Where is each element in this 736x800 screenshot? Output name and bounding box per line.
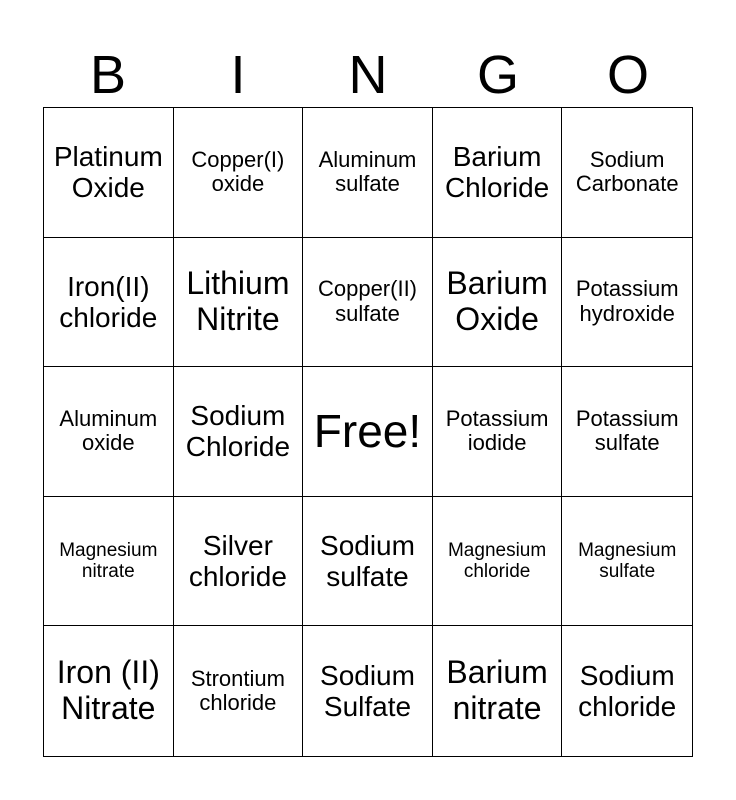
bingo-cell-r2-c4[interactable]: Potassium sulfate [562,367,692,497]
bingo-cell-r4-c1[interactable]: Strontium chloride [174,626,304,756]
bingo-grid [43,107,693,757]
header-letter-n: N [348,45,388,105]
bingo-cell-r0-c0[interactable]: Platinum Oxide [44,108,174,238]
bingo-cell-r0-c3[interactable]: Barium Chloride [433,108,563,238]
bingo-cell-r4-c4[interactable]: Sodium chloride [578,659,677,723]
bingo-cell-r1-c1[interactable]: Lithium Nitrite [174,238,304,368]
bingo-cell-free[interactable]: Free! [303,367,433,497]
bingo-cell-r2-c3[interactable]: Potassium iodide [433,367,563,497]
bingo-cell-r1-c2[interactable]: Copper(II) sulfate [303,238,433,368]
bingo-cell-r3-c1[interactable]: Silver chloride [174,497,304,627]
bingo-cell-r4-c2[interactable]: Sodium Sulfate [303,626,433,756]
header-letter-g: G [476,45,519,105]
bingo-cell-r3-c3[interactable]: Magnesium chloride [433,497,563,627]
header-letter-o: O [606,45,649,105]
bingo-cell-r2-c1[interactable]: Sodium Chloride [174,367,304,497]
bingo-cell-r3-c0[interactable]: Magnesium nitrate [44,497,174,627]
bingo-cell-r4-c0[interactable]: Iron (II) Nitrate [44,626,174,756]
bingo-cell-r4-c3[interactable]: Barium nitrate [433,626,563,756]
bingo-cell-r0-c2[interactable]: Aluminum sulfate [303,108,433,238]
bingo-cell-r3-c2[interactable]: Sodium sulfate [303,497,433,627]
bingo-cell-r1-c4[interactable]: Potassium hydroxide [562,238,692,368]
bingo-cell-r0-c4[interactable]: Sodium Carbonate [562,108,692,238]
bingo-cell-r1-c3[interactable]: Barium Oxide [433,238,563,368]
bingo-cell-r3-c4[interactable]: Magnesium sulfate [562,497,692,627]
bingo-cell-r0-c1[interactable]: Copper(I) oxide [174,108,304,238]
bingo-header [43,42,693,108]
bingo-cell-r2-c0[interactable]: Aluminum oxide [44,367,174,497]
header-letter-b: B [89,45,127,105]
header-letter-i: I [230,45,246,105]
bingo-cell-r1-c0[interactable]: Iron(II) chloride [44,238,174,368]
